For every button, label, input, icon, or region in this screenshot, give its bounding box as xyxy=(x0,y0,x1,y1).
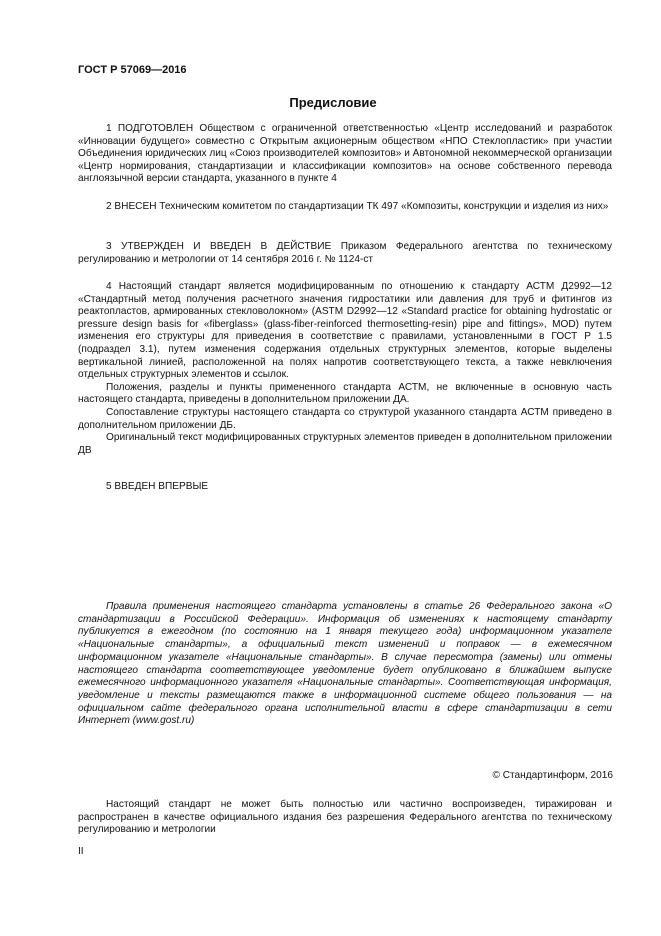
paragraph: Оригинальный текст модифицированных структурных элементов приведен в дополнительном приложении ДВ xyxy=(78,432,612,456)
copyright: © Стандартинформ, 2016 xyxy=(492,770,613,781)
foreword-item-5 xyxy=(78,481,612,494)
foreword-item-2 xyxy=(78,201,612,214)
rules-paragraph: Правила применения настоящего стандарта установлены в статье 26 Федерального закона «О стандартизации в Российской Федерации». Информация об изменениях к настоящему стандарту публикуется в ежегодном (по состоянию на 1 января текущего года) информационном указателе «Национальные стандарты», а официальный текст изменений и поправок — в ежемесячном информационном указателе «Национальные стандарты». В случае пересмотра (замены) или отмены настоящего стандарта соответствующее уведомление будет опубликовано в ближайшем выпуске ежемесячного информационного указателя «Национальные стандарты». Соответствующая информация, уведомление и тексты размещаются также в информационной системе общего пользования — на официальном сайте федерального органа исполнительной власти в сфере стандартизации в сети Интернет (www.gost.ru) xyxy=(78,601,612,727)
paragraph: 1 ПОДГОТОВЛЕН Обществом с ограниченной ответственностью «Центр исследований и разработок «Инновации будущего» совместно с Открытым акционерным обществом «НПО Стеклопластик» при участии Объединения юридических лиц «Союз производителей композитов» и Автономной некоммерческой организации «Центр нормирования, стандартизации и классификации композитов» на основе собственного перевода англоязычной версии стандарта, указанного в пункте 4 xyxy=(78,123,612,185)
reproduction-notice xyxy=(78,799,612,837)
foreword-item-3 xyxy=(78,241,612,266)
paragraph: 2 ВНЕСЕН Техническим комитетом по стандартизации ТК 497 «Композиты, конструкции и изделия из них» xyxy=(106,201,609,212)
paragraph: 3 УТВЕРЖДЕН И ВВЕДЕН В ДЕЙСТВИЕ Приказом Федерального агентства по техническому регулированию и метрологии от 14 сентября 2016 г. № 1124-ст xyxy=(78,241,612,265)
page-title: Предисловие xyxy=(289,95,377,110)
foreword-item-4 xyxy=(78,281,612,457)
application-rules xyxy=(78,601,612,728)
paragraph: 4 Настоящий стандарт является модифицированным по отношению к стандарту АСТМ Д2992—12 «Стандартный метод получения расчетного значения гидростатики или давления для труб и фитингов из реактопластов, армированных стекловолокном» (ASTM D2992—12 «Standard practice for obtaining hydrostatic or pressure design basis for «fiberglass» (glass-fiber-reinforced thermosetting-resin) pipe and fittings», MOD) путем изменения его структуры для приведения в соответствие с правилами, установленными в ГОСТ Р 1.5 (подраздел 3.1), путем изменения содержания отдельных структурных элементов, которые выделены вертикальной линией, расположенной на полях напротив соответствующего текста, а также невключения отдельных структурных элементов и ссылок. xyxy=(78,281,612,381)
paragraph: Сопоставление структуры настоящего стандарта со структурой указанного стандарта АСТМ приведено в дополнительном приложении ДБ. xyxy=(78,406,612,431)
notice-paragraph: Настоящий стандарт не может быть полностью или частично воспроизведен, тиражирован и распространен в качестве официального издания без разрешения Федерального агентства по техническому регулированию и метрологии xyxy=(78,799,612,836)
foreword-item-1 xyxy=(78,123,612,186)
standard-code: ГОСТ Р 57069—2016 xyxy=(78,64,187,76)
paragraph: 5 ВВЕДЕН ВПЕРВЫЕ xyxy=(106,481,209,492)
page-number: II xyxy=(78,846,84,857)
paragraph: Положения, разделы и пункты примененного стандарта АСТМ, не включенные в основную часть настоящего стандарта, приведены в дополнительном приложении ДА. xyxy=(78,381,612,406)
